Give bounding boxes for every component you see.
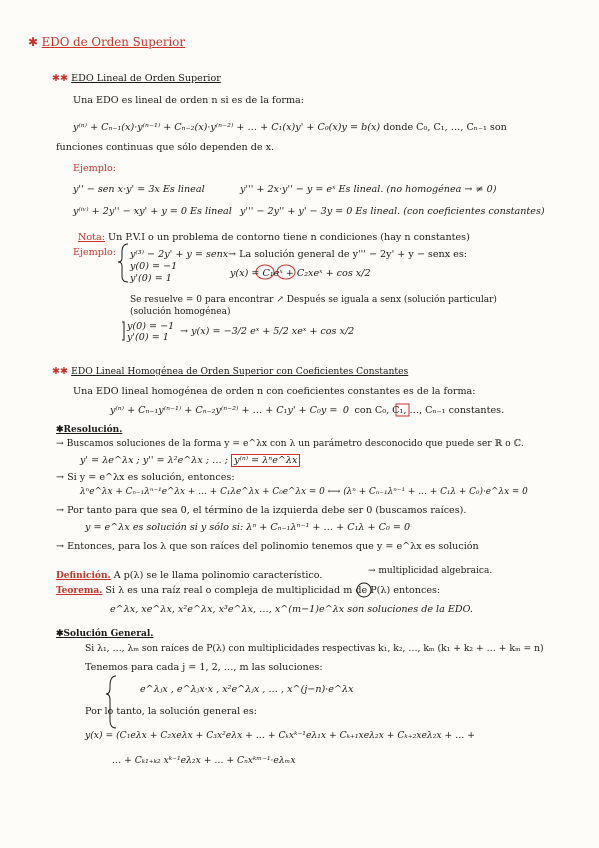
example-1: y'' − sen x·y' = 3x Es lineal [73,184,205,195]
general-solution-label: ✱Solución General. [56,629,154,639]
s2-formula-zero: 0 [342,405,349,416]
section-heading-2 [52,366,408,378]
gen-roots: Si λ₁, …, λₘ son raíces de P(λ) con multiplicidades respectivas k₁, k₂, …, kₘ (k₁ + k₂ + … + kₘ = n) [85,643,544,654]
brace-mark [118,244,128,282]
res-step-3: → Si y = e^λx es solución, entonces: [56,472,235,483]
res-condition: y = e^λx es solución si y sólo si: λⁿ + Cₙ₋₁λⁿ⁻¹ + … + C₁λ + C₀ = 0 [85,522,411,533]
gen-therefore: Por lo tanto, la solución general es: [85,706,258,717]
pvi-condition-2: y'(0) = 1 [130,273,172,284]
res-expansion: λⁿe^λx + Cₙ₋₁λⁿ⁻¹e^λx + … + C₁λe^λx + C₀e^λx = 0 ⟷ (λⁿ + Cₙ₋₁λⁿ⁻¹ + … + C₁λ + C₀)·e^λx = 0 [80,487,528,497]
brace-mark [106,676,116,728]
theorem-solutions: e^λx, xe^λx, x²e^λx, x³e^λx, …, x^(m−1)e^λx son soluciones de la EDO. [110,604,473,615]
definition [56,570,322,582]
section-heading-1-text: EDO Lineal de Orden Superior [71,73,221,84]
replace-note: Se resuelve = 0 para encontrar ↗ Después se iguala a senx (solución particular) [130,295,497,305]
section-heading-1 [52,73,221,85]
res-step-1: → Buscamos soluciones de la forma y = e^λx con λ un parámetro desconocido que puede ser ℝ o ℂ. [56,438,524,449]
s1-formula-where: donde C₀, C₁, …, Cₙ₋₁ son [383,122,507,133]
s1-continuity: funciones continuas que sólo dependen de x. [56,142,275,153]
asterisk-icon: ✱✱ [52,73,69,84]
brace-mark [122,322,124,340]
gen-sol-line-1: y(x) = (C₁eλx + C₂xeλx + C₃x²eλx + … + Cₖxᵏ⁻¹eλ₁x + Cₖ₊₁xeλ₂x + Cₖ₊₂xeλ₂x + … + [85,730,475,741]
multiplicity-note: → multiplicidad algebraica. [368,566,493,576]
res-step-5: → Por tanto para que sea 0, el término de la izquierda debe ser 0 (buscamos raíces). [56,505,467,516]
s2-formula-text: y⁽ⁿ⁾ + Cₙ₋₁y⁽ⁿ⁻¹⁾ + Cₙ₋₂y⁽ⁿ⁻²⁾ + … + C₁y' + C₀y = [110,405,338,416]
res-step-7: → Entonces, para los λ que son raíces del polinomio tenemos que y = e^λx es solución [56,541,479,552]
s1-formula [73,122,507,134]
theorem-text: Si λ es una raíz real o compleja de multiplicidad m de P(λ) entonces: [105,585,441,596]
res-derivatives-boxed: y⁽ⁿ⁾ = λⁿe^λx [231,454,300,467]
note-label: Nota: [78,232,105,243]
definition-label: Definición. [56,571,111,581]
replace-note-2: (solución homogénea) [130,307,231,317]
page-title [28,36,185,48]
theorem [56,585,440,597]
s1-intro: Una EDO es lineal de orden n si es de la forma: [73,95,304,106]
example-2: y''' + 2x·y'' − y = eˣ Es lineal. (no homogénea → ≠ 0) [240,184,497,195]
s2-intro: Una EDO lineal homogénea de orden n con coeficientes constantes es de la forma: [73,386,476,397]
section-heading-2-text: EDO Lineal Homogénea de Orden Superior con Coeficientes Constantes [71,366,409,377]
s1-formula-text: y⁽ⁿ⁾ + Cₙ₋₁(x)·y⁽ⁿ⁻¹⁾ + Cₙ₋₂(x)·y⁽ⁿ⁻²⁾ + … + C₁(x)y' + C₀(x)y = b(x) [73,122,381,133]
s2-constants: con C₀, C₁, …, Cₙ₋₁ constantes. [354,405,505,416]
example-4: y''' − 2y'' + y' − 3y = 0 Es lineal. (con coeficientes constantes) [240,206,545,217]
asterisk-icon: ✱ [28,35,38,49]
asterisk-icon: ✱✱ [52,366,69,377]
general-solution: y(x) = C₁eˣ + C₂xeˣ + cos x/2 [230,268,371,279]
theorem-label: Teorema. [56,586,103,596]
examples-label: Ejemplo: [73,163,116,174]
pvi-equation: y⁽³⁾ − 2y' + y = senx [130,249,229,260]
gen-sol-line-2: … + Cₖ₁₊ₖ₂ xᵏ⁻¹eλ₂x + … + Cₙxᵏᵐ⁻¹·eλₘx [112,755,296,766]
note-text: Un P.V.I o un problema de contorno tiene n condiciones (hay n constantes) [108,232,470,243]
s2-formula [110,405,504,417]
example-3: y⁽ⁱᵛ⁾ + 2y'' − xy' + y = 0 Es lineal [73,206,232,217]
page-title-text: EDO de Orden Superior [41,35,185,49]
example2-label: Ejemplo: [73,247,116,258]
res-derivatives-text: y' = λe^λx ; y'' = λ²e^λx ; … ; [80,455,228,466]
gen-for-each: Tenemos para cada j = 1, 2, …, m las soluciones: [85,662,323,673]
pvi-arrow-note: → La solución general de y''' − 2y' + y − senx es: [228,249,467,260]
resolution-label: ✱Resolución. [56,425,123,435]
pvi-condition-1: y(0) = −1 [130,261,178,272]
definition-text: A p(λ) se le llama polinomio característico. [113,570,323,581]
particular-solution: → y(x) = −3/2 eˣ + 5/2 xeˣ + cos x/2 [180,326,355,337]
res-derivatives [80,455,300,467]
gen-solutions-list: e^λⱼx , e^λⱼx·x , x²e^λⱼx , … , x^(j−n)·e^λx [140,684,354,695]
condition-1: y(0) = −1 [127,321,175,332]
note [78,232,470,244]
condition-2: y'(0) = 1 [127,332,169,343]
